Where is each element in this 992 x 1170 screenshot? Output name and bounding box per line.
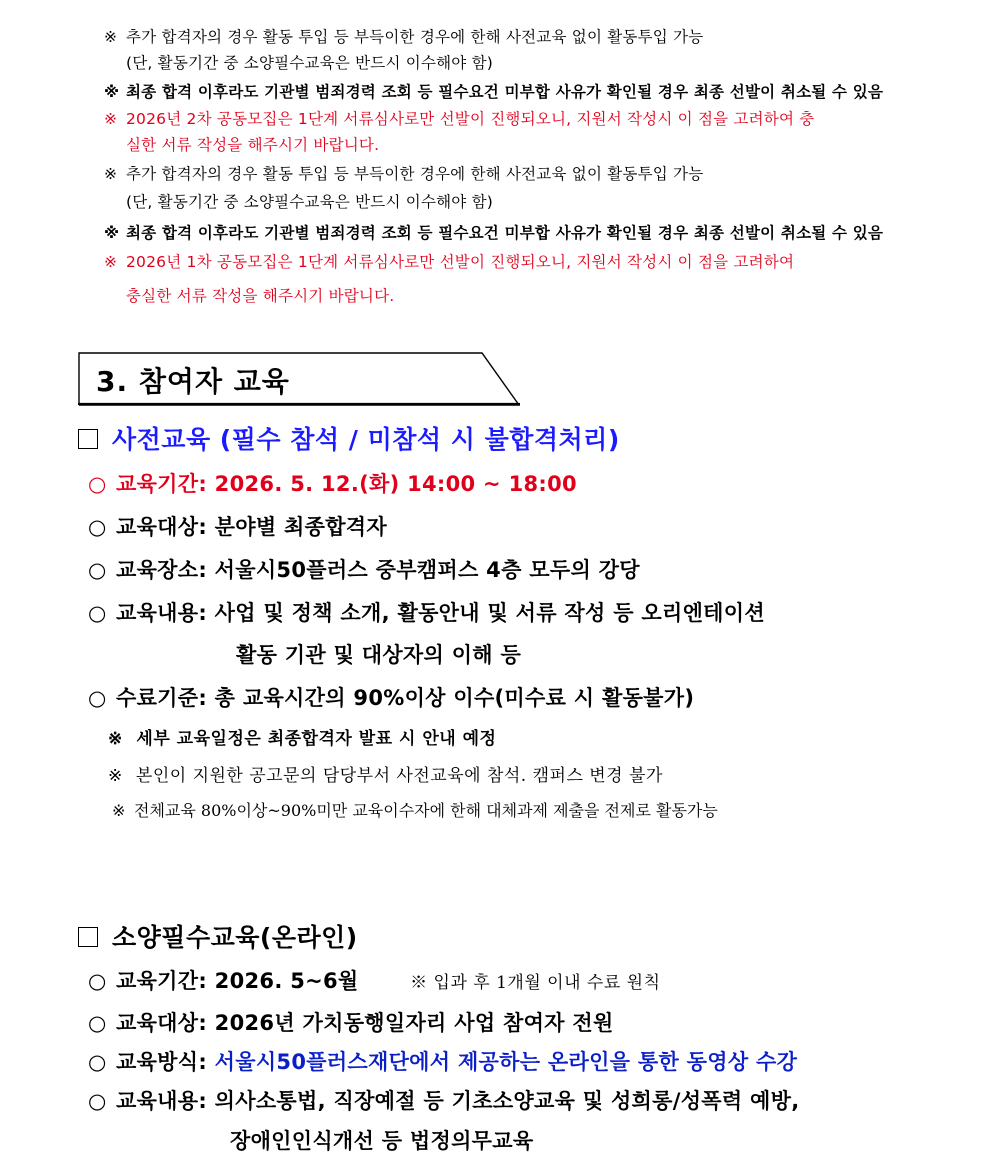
pre-training-period: ○ 교육기간: 2026. 5. 12.(화) 14:00 ~ 18:00 xyxy=(88,472,577,496)
pre-training-completion: ○ 수료기준: 총 교육시간의 90%이상 이수(미수료 시 활동불가) xyxy=(88,686,695,710)
checkbox-square-icon xyxy=(78,927,98,947)
note-first-recruit: ※ 2026년 1차 공동모집은 1단계 서류심사로만 선발이 진행되오니, 지원서 작성시 이 점을 고려하여 xyxy=(104,253,795,271)
online-training-method: ○ 교육방식: 서울시50플러스재단에서 제공하는 온라인을 통한 동영상 수강 xyxy=(88,1050,798,1074)
reference-mark: ※ xyxy=(104,83,120,101)
online-training-heading: 소양필수교육(온라인) xyxy=(78,918,358,954)
online-period-note: ※ 입과 후 1개월 이내 수료 원칙 xyxy=(410,973,661,993)
pre-training-content-cont: 활동 기관 및 대상자의 이해 등 xyxy=(236,643,522,667)
online-training-content: ○ 교육내용: 의사소통법, 직장예절 등 기초소양교육 및 성희롱/성폭력 예방, xyxy=(88,1089,800,1113)
circle-bullet-icon: ○ xyxy=(88,601,107,625)
note-second-recruit: ※ 2026년 2차 공동모집은 1단계 서류심사로만 선발이 진행되오니, 지원서 작성시 이 점을 고려하여 충 xyxy=(104,110,815,128)
pre-note-substitute: ※ 전체교육 80%이상~90%미만 교육이수자에 한해 대체과제 제출을 전제로 활동가능 xyxy=(112,801,718,820)
reference-mark: ※ xyxy=(108,729,123,749)
circle-bullet-icon: ○ xyxy=(88,558,107,582)
pre-training-target: ○ 교육대상: 분야별 최종합격자 xyxy=(88,515,387,539)
pre-note-schedule: ※ 세부 교육일정은 최종합격자 발표 시 안내 예정 xyxy=(108,729,497,749)
note-additional-pass-1-cont: (단, 활동기간 중 소양필수교육은 반드시 이수해야 함) xyxy=(126,54,494,72)
circle-bullet-icon: ○ xyxy=(88,686,107,710)
reference-mark: ※ xyxy=(104,224,120,242)
reference-mark: ※ xyxy=(104,28,118,46)
checkbox-square-icon xyxy=(78,429,98,449)
circle-bullet-icon: ○ xyxy=(88,1011,107,1035)
reference-mark: ※ xyxy=(108,766,123,786)
reference-mark: ※ xyxy=(104,110,118,128)
online-training-target: ○ 교육대상: 2026년 가치동행일자리 사업 참여자 전원 xyxy=(88,1011,614,1035)
circle-bullet-icon: ○ xyxy=(88,472,107,496)
circle-bullet-icon: ○ xyxy=(88,515,107,539)
pre-note-campus: ※ 본인이 지원한 공고문의 담당부서 사전교육에 참석. 캠퍼스 변경 불가 xyxy=(108,766,663,786)
online-training-period: ○ 교육기간: 2026. 5~6월 ※ 입과 후 1개월 이내 수료 원칙 xyxy=(88,969,661,993)
pre-training-location: ○ 교육장소: 서울시50플러스 중부캠퍼스 4층 모두의 강당 xyxy=(88,558,640,582)
reference-mark: ※ xyxy=(104,165,118,183)
circle-bullet-icon: ○ xyxy=(88,1089,107,1113)
pre-training-content: ○ 교육내용: 사업 및 정책 소개, 활동안내 및 서류 작성 등 오리엔테이션 xyxy=(88,601,765,625)
circle-bullet-icon: ○ xyxy=(88,969,107,993)
note-additional-pass-1: ※ 추가 합격자의 경우 활동 투입 등 부득이한 경우에 한해 사전교육 없이 활동투입 가능 xyxy=(104,28,704,46)
reference-mark: ※ xyxy=(112,801,126,820)
note-second-recruit-cont: 실한 서류 작성을 해주시기 바랍니다. xyxy=(126,136,380,154)
note-final-cancel-1: ※ 최종 합격 이후라도 기관별 범죄경력 조회 등 필수요건 미부합 사유가 확인될 경우 최종 선발이 취소될 수 있음 xyxy=(104,83,884,101)
online-training-content-cont: 장애인인식개선 등 법정의무교육 xyxy=(230,1129,534,1153)
note-final-cancel-2: ※ 최종 합격 이후라도 기관별 범죄경력 조회 등 필수요건 미부합 사유가 확인될 경우 최종 선발이 취소될 수 있음 xyxy=(104,224,884,242)
section-title: 3. 참여자 교육 xyxy=(96,365,290,398)
section-title-box xyxy=(78,352,520,406)
circle-bullet-icon: ○ xyxy=(88,1050,107,1074)
note-first-recruit-cont: 충실한 서류 작성을 해주시기 바랍니다. xyxy=(126,287,395,305)
reference-mark: ※ xyxy=(104,253,118,271)
pre-training-heading: 사전교육 (필수 참석 / 미참석 시 불합격처리) xyxy=(78,420,620,456)
note-additional-pass-2: ※ 추가 합격자의 경우 활동 투입 등 부득이한 경우에 한해 사전교육 없이 활동투입 가능 xyxy=(104,165,704,183)
note-additional-pass-2-cont: (단, 활동기간 중 소양필수교육은 반드시 이수해야 함) xyxy=(126,193,494,211)
